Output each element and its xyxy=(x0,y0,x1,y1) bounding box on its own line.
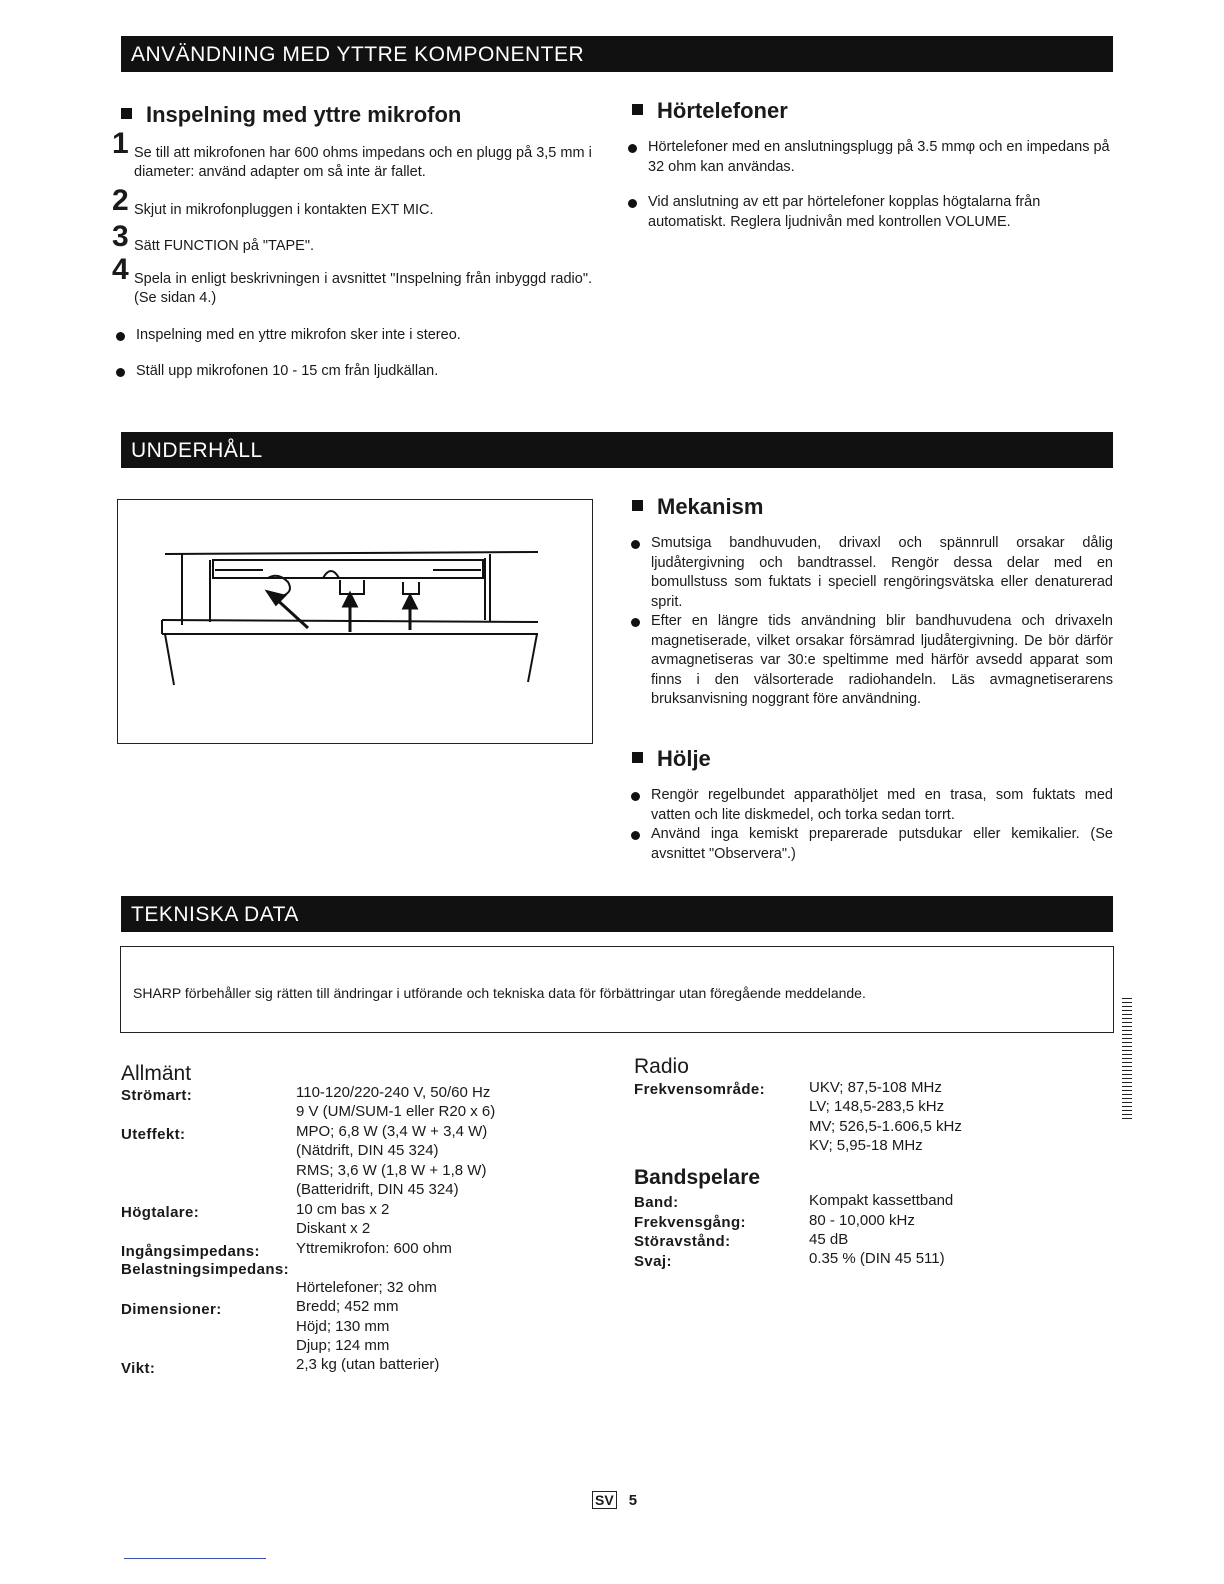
headphones-note-2: Vid anslutning av ett par hörtelefoner kopplas högtalarna från automatiskt. Reglera ljudnivån med kontrollen VOLUME. xyxy=(648,193,1112,232)
bullet-dot-icon xyxy=(116,368,125,377)
value-dimensions-2: Höjd; 130 mm xyxy=(296,1318,390,1335)
value-output-3: RMS; 3,6 W (1,8 W + 1,8 W) xyxy=(296,1162,487,1179)
label-frequency-range: Frekvensområde: xyxy=(634,1081,766,1098)
section-title: ANVÄNDNING MED YTTRE KOMPONENTER xyxy=(131,43,585,66)
section-title: UNDERHÅLL xyxy=(131,439,263,462)
label-snr: Störavstånd: xyxy=(634,1233,731,1250)
square-bullet-icon xyxy=(121,108,132,119)
bullet-dot-icon xyxy=(116,332,125,341)
bullet-dot-icon xyxy=(631,792,640,801)
label-output: Uteffekt: xyxy=(121,1126,186,1143)
value-radio-lw: LV; 148,5-283,5 kHz xyxy=(809,1098,945,1115)
bullet-dot-icon xyxy=(631,831,640,840)
value-frequency-response: 80 - 10,000 kHz xyxy=(809,1212,915,1229)
value-radio-mw: MV; 526,5-1.606,5 kHz xyxy=(809,1118,962,1135)
value-dimensions-3: Djup; 124 mm xyxy=(296,1337,390,1354)
value-output-1: MPO; 6,8 W (3,4 W + 3,4 W) xyxy=(296,1123,488,1140)
step-number: 4 xyxy=(112,253,129,286)
label-input-impedance: Ingångsimpedans: xyxy=(121,1243,260,1260)
value-radio-fm: UKV; 87,5-108 MHz xyxy=(809,1079,942,1096)
notice-box xyxy=(120,946,1114,1033)
step-4 xyxy=(112,253,592,308)
label-frequency-response: Frekvensgång: xyxy=(634,1214,746,1231)
step-number: 1 xyxy=(112,127,129,160)
value-input-impedance: Yttremikrofon: 600 ohm xyxy=(296,1240,452,1257)
section-header-maintenance xyxy=(121,432,1113,468)
label-tape: Band: xyxy=(634,1194,679,1211)
value-tape: Kompakt kassettband xyxy=(809,1192,954,1209)
label-wow-flutter: Svaj: xyxy=(634,1253,672,1270)
square-bullet-icon xyxy=(632,104,643,115)
value-load-impedance: Hörtelefoner; 32 ohm xyxy=(296,1279,437,1296)
heading-headphones: Hörtelefoner xyxy=(632,98,788,124)
label-speakers: Högtalare: xyxy=(121,1204,200,1221)
bullet-dot-icon xyxy=(631,618,640,627)
value-wow-flutter: 0.35 % (DIN 45 511) xyxy=(809,1250,945,1267)
heading-radio: Radio xyxy=(634,1055,689,1078)
heading-general: Allmänt xyxy=(121,1062,192,1085)
page-footer xyxy=(592,1491,637,1509)
cabinet-note-2: Använd inga kemiskt preparerade putsdukar eller kemikalier. (Se avsnittet "Observera".) xyxy=(651,825,1113,864)
bottom-rule xyxy=(124,1558,266,1559)
section-header-components xyxy=(121,36,1113,72)
mechanism-note-2: Efter en längre tids användning blir bandhuvudena och drivaxeln magnetiserade, vilket orsakar försämrad ljudåtergivning. De bör därför avmagnetiseras var 30:e speltimme med härför avsedd apparat som finns i den välsorterade radiohandeln. Läs avmagnetiserarens bruksanvisning noggrant före användning. xyxy=(651,612,1113,710)
notice-text: SHARP förbehåller sig rätten till ändringar i utförande och tekniska data för förbättringar utan föregående meddelande. xyxy=(133,985,866,1001)
step-text: Spela in enligt beskrivningen i avsnittet "Inspelning från inbyggd radio". (Se sidan 4.) xyxy=(134,271,592,306)
language-badge: SV xyxy=(592,1491,617,1509)
mechanism-drawing xyxy=(118,500,591,742)
step-text: Skjut in mikrofonpluggen i kontakten EXT MIC. xyxy=(134,202,434,218)
value-speakers-1: 10 cm bas x 2 xyxy=(296,1201,390,1218)
label-load-impedance: Belastningsimpedans: xyxy=(121,1261,290,1278)
value-dimensions-1: Bredd; 452 mm xyxy=(296,1298,399,1315)
value-speakers-2: Diskant x 2 xyxy=(296,1220,371,1237)
section-title: TEKNISKA DATA xyxy=(131,903,299,926)
cabinet-note-1: Rengör regelbundet apparathöljet med en trasa, som fuktats med vatten och lite diskmedel, och torka sedan torrt. xyxy=(651,786,1113,825)
heading-external-mic: Inspelning med yttre mikrofon xyxy=(121,102,461,128)
bullet-dot-icon xyxy=(628,144,637,153)
square-bullet-icon xyxy=(632,752,643,763)
section-header-specifications xyxy=(121,896,1113,932)
step-number: 2 xyxy=(112,184,129,217)
value-output-2: (Nätdrift, DIN 45 324) xyxy=(296,1142,439,1159)
bullet-dot-icon xyxy=(631,540,640,549)
value-power-1: 110-120/220-240 V, 50/60 Hz xyxy=(296,1084,491,1101)
step-2 xyxy=(112,184,592,220)
heading-mechanism: Mekanism xyxy=(632,494,763,520)
headphones-note-1: Hörtelefoner med en anslutningsplugg på 3.5 mmφ och en impedans på 32 ohm kan användas. xyxy=(648,138,1112,177)
label-weight: Vikt: xyxy=(121,1360,156,1377)
value-radio-sw: KV; 5,95-18 MHz xyxy=(809,1137,923,1154)
mic-note-2: Ställ upp mikrofonen 10 - 15 cm från ljudkällan. xyxy=(136,362,592,382)
step-1 xyxy=(112,127,592,182)
page-edge-marks xyxy=(1122,998,1132,1122)
value-weight: 2,3 kg (utan batterier) xyxy=(296,1356,440,1373)
value-power-2: 9 V (UM/SUM-1 eller R20 x 6) xyxy=(296,1103,496,1120)
step-3 xyxy=(112,220,592,256)
square-bullet-icon xyxy=(632,500,643,511)
step-text: Se till att mikrofonen har 600 ohms impedans och en plugg på 3,5 mm i diameter: använd adapter om så inte är fallet. xyxy=(134,145,592,180)
mic-note-1: Inspelning med en yttre mikrofon sker inte i stereo. xyxy=(136,326,592,346)
heading-tape-deck: Bandspelare xyxy=(634,1166,761,1189)
value-output-4: (Batteridrift, DIN 45 324) xyxy=(296,1181,459,1198)
page-number: 5 xyxy=(628,1492,638,1509)
label-dimensions: Dimensioner: xyxy=(121,1301,222,1318)
step-text: Sätt FUNCTION på "TAPE". xyxy=(134,238,315,254)
cassette-mechanism-illustration xyxy=(117,499,593,744)
mechanism-note-1: Smutsiga bandhuvuden, drivaxl och spännrull orsakar dålig ljudåtergivning och bandtrassel. Rengör dessa delar med en bomullstuss som fuktats i speciell rengöringsvätska eller denaturerad sprit. xyxy=(651,534,1113,612)
label-power: Strömart: xyxy=(121,1087,193,1104)
step-number: 3 xyxy=(112,220,129,253)
heading-cabinet: Hölje xyxy=(632,746,711,772)
value-snr: 45 dB xyxy=(809,1231,849,1248)
bullet-dot-icon xyxy=(628,199,637,208)
